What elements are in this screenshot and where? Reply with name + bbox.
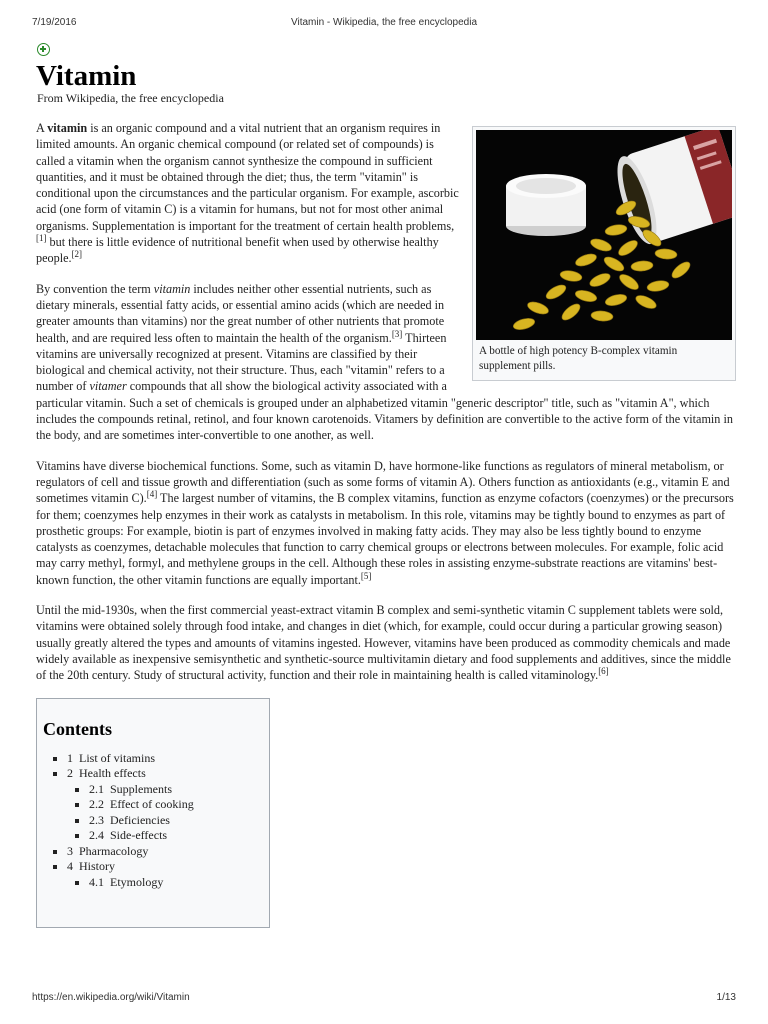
vitamin-pills-illustration xyxy=(476,130,732,340)
page-tagline: From Wikipedia, the free encyclopedia xyxy=(37,91,224,105)
print-footer xyxy=(0,992,768,1006)
print-url: https://en.wikipedia.org/wiki/Vitamin xyxy=(32,992,190,1003)
convention-paragraph: By convention the term vitamin includes neither other essential nutrients, such as dietary minerals, essential fatty acids, or essential amino acids (which are needed in greater amounts than vitamins) nor the great number of other nutrients that promote health, and are required less often to maintain the health of the organism.[3] Thirteen vitamins are universally recognized at present. Vitamins are classified by their biological and chemical activity, not their structure. Thus, each "vitamin" refers to a number of vitamer compounds that all show the biological activity associated with a particular vitamin. Such a set of chemicals is grouped under an alphabetized vitamin "generic descriptor" title, such as "vitamin A", which includes the compounds retinal, retinol, and four known carotenoids. Vitamers by definition are convertible to the active form of the vitamin in the body, and are sometimes inter-convertible to one another, as well. xyxy=(36,281,733,443)
intro-paragraph: A vitamin is an organic compound and a vital nutrient that an organism requires in limited amounts. An organic chemical compound (or related set of compounds) is called a vitamin when the organism cannot synthesize the compound in sufficient quantities, and it must be obtained through the diet; thus, the term "vitamin" is conditional upon the circumstances and the particular organism. For example, ascorbic acid (one form of vitamin C) is a vitamin for humans, but not for most other animal organisms. Supplementation is important for the treatment of certain health problems,[1] but there is little evidence of nutritional benefit when used by otherwise healthy people.[2] xyxy=(36,121,459,266)
print-date: 7/19/2016 xyxy=(32,17,77,28)
citation-link[interactable]: [1] xyxy=(36,233,47,244)
citation-link[interactable]: [2] xyxy=(71,249,83,260)
plus-circle-icon[interactable] xyxy=(37,43,50,56)
toc-item[interactable]: ▪ 3 Pharmacology xyxy=(67,844,259,860)
citation-link[interactable]: [3] xyxy=(391,328,403,339)
bold-term: vitamin xyxy=(47,121,88,135)
toc-list xyxy=(43,751,259,891)
table-of-contents xyxy=(36,698,270,928)
toc-subitem[interactable]: ▪ 2.2 Effect of cooking xyxy=(89,797,259,813)
functions-paragraph: Vitamins have diverse biochemical functions. Some, such as vitamin D, have hormone-like functions as regulators of mineral metabolism, or regulators of cell and tissue growth and differentiation (such as some forms of vitamin A). Others function as antioxidants (e.g., vitamin E and sometimes vitamin C).[4] The largest number of vitamins, the B complex vitamins, function as enzyme cofactors (coenzymes) or the precursors for them; coenzymes help enzymes in their work as catalysts in metabolism. In this role, vitamins may be tightly bound to enzymes as part of prosthetic groups: For example, biotin is part of enzymes involved in making fatty acids. They may also be less tightly bound to enzyme catalysts as coenzymes, detachable molecules that function to carry chemical groups or electrons between molecules. For example, folic acid may carry methyl, formyl, and methylene groups in the cell. Although these roles in assisting enzyme-substrate reactions are vitamins' best-known function, the other vitamin functions are equally important.[5] xyxy=(36,458,734,587)
toc-item[interactable]: ▪ 1 List of vitamins xyxy=(67,751,259,767)
citation-link[interactable]: [6] xyxy=(598,666,609,677)
citation-link[interactable]: [4] xyxy=(146,489,158,500)
page-title: Vitamin xyxy=(36,60,137,92)
history-paragraph: Until the mid-1930s, when the first commercial yeast-extract vitamin B complex and semi-synthetic vitamin C supplement tablets were sold, vitamins were obtained solely through food intake, and changes in diet (which, for example, could occur during a particular growing season) usually greatly altered the types and amounts of vitamins ingested. However, vitamins have been produced as commodity chemicals and made widely available as inexpensive semisynthetic and synthetic-source multivitamin dietary and food supplements and additives, since the middle of the 20th century. Study of structural activity, function and their role in maintaining health is called vitaminology.[6] xyxy=(36,603,731,683)
article-content xyxy=(36,120,736,928)
image-caption: A bottle of high potency B-complex vitamin supplement pills. xyxy=(479,345,678,372)
toc-item[interactable]: ▪ 2 Health effects ▪ 2.1 Supplements ▪ 2.2 Effect of cooking ▪ 2.3 Deficiencies ▪ 2.4 Side-effects xyxy=(67,766,259,844)
print-header xyxy=(0,17,768,31)
toc-title: Contents xyxy=(43,718,113,739)
toc-subitem[interactable]: ▪ 2.4 Side-effects xyxy=(89,828,259,844)
toc-subitem[interactable]: ▪ 4.1 Etymology xyxy=(89,875,259,891)
toc-item[interactable]: ▪ 4 History ▪ 4.1 Etymology xyxy=(67,859,259,890)
toc-subitem[interactable]: ▪ 2.1 Supplements xyxy=(89,782,259,798)
citation-link[interactable]: [5] xyxy=(360,570,372,581)
print-title: Vitamin - Wikipedia, the free encyclopedia xyxy=(290,17,478,28)
toc-subitem[interactable]: ▪ 2.3 Deficiencies xyxy=(89,813,259,829)
vitamin-bottle-photo[interactable] xyxy=(476,130,732,340)
image-infobox xyxy=(472,126,736,381)
page-number: 1/13 xyxy=(716,992,736,1003)
